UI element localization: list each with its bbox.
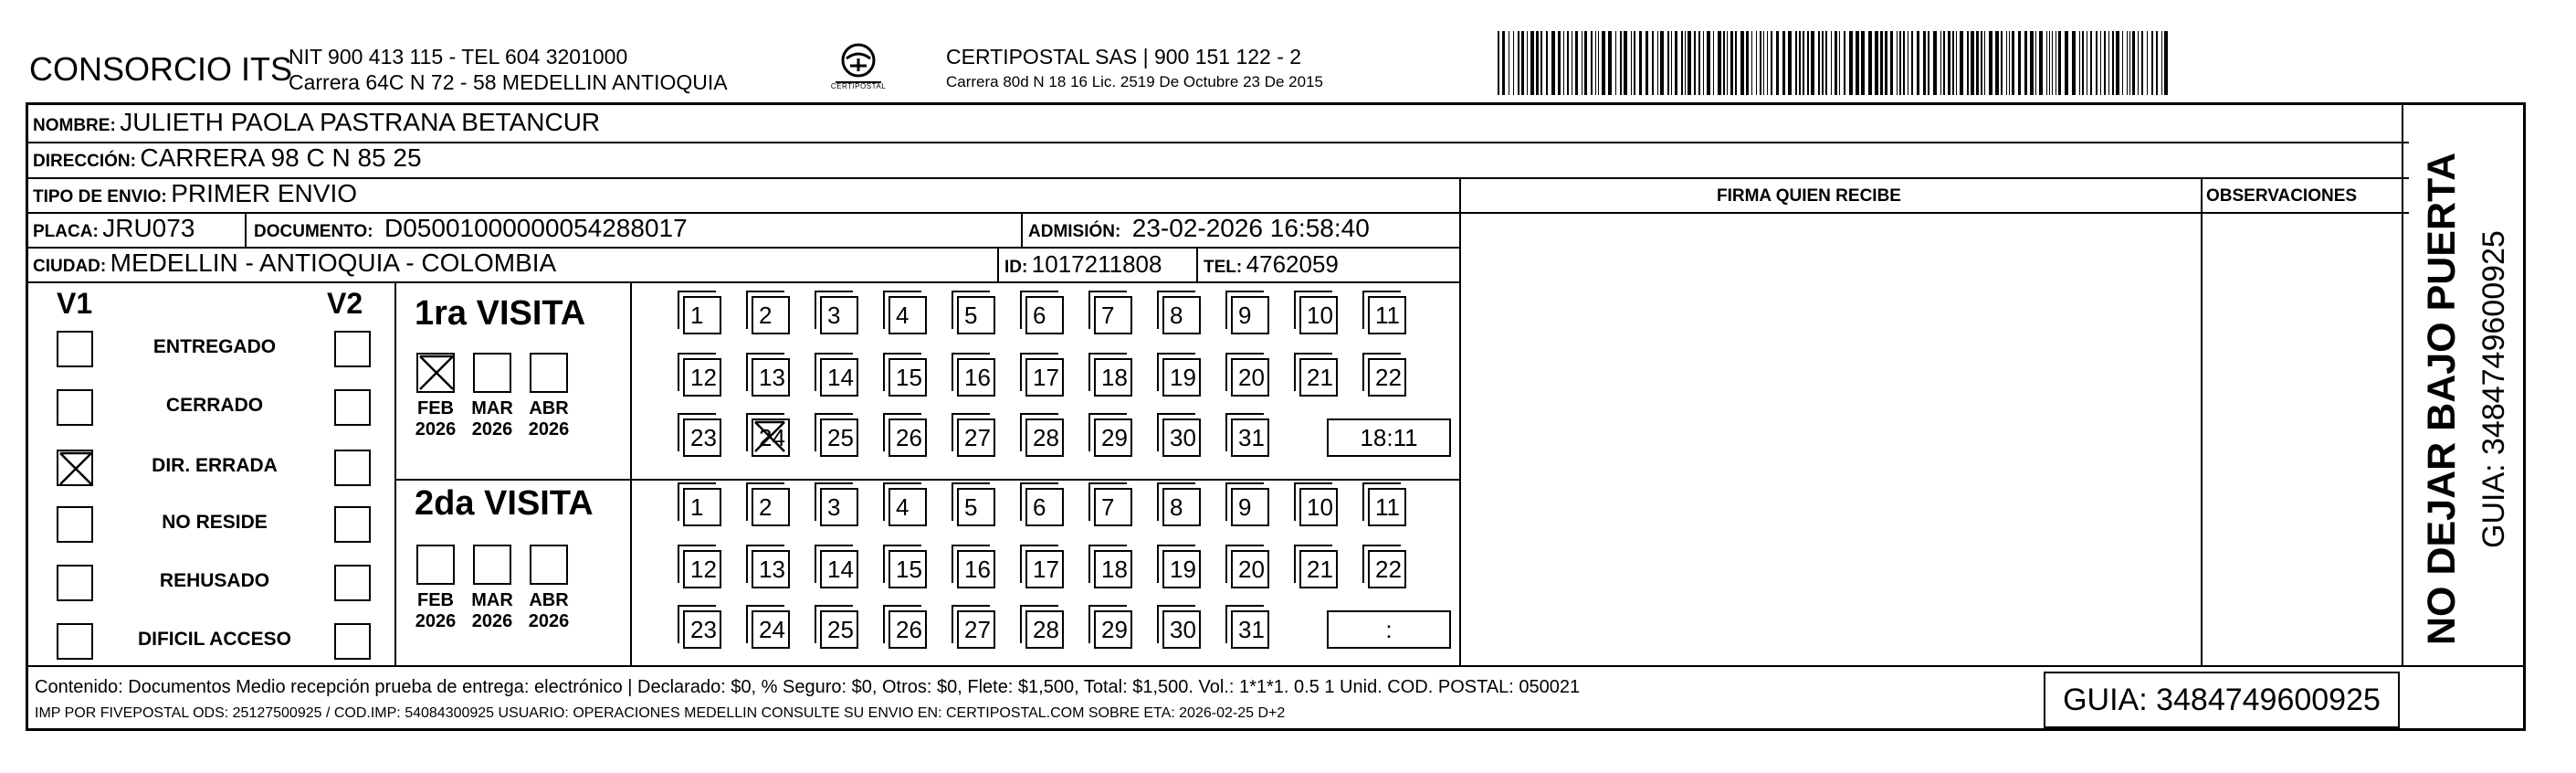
barcode-bar: [1923, 31, 1926, 95]
barcode-bar: [1751, 31, 1752, 95]
barcode-bar: [1615, 31, 1616, 95]
barcode-bar: [1536, 31, 1539, 95]
direccion-field: [33, 143, 422, 173]
barcode-bar: [1707, 31, 1710, 95]
barcode-bar: [1811, 31, 1814, 95]
day-box[interactable]: 6: [1025, 488, 1064, 526]
barcode-bar: [2006, 31, 2007, 95]
logo-text: CERTIPOSTAL: [830, 82, 887, 90]
barcode-bar: [1989, 31, 1992, 95]
barcode-bar: [1727, 31, 1728, 95]
barcode-bar: [1868, 31, 1872, 95]
day-box[interactable]: 13: [752, 358, 790, 397]
placa-label: PLACA:: [33, 222, 99, 241]
status-label: NO RESIDE: [162, 512, 268, 533]
barcode-bar: [1657, 31, 1658, 95]
documento-label: DOCUMENTO:: [254, 222, 373, 241]
day-box[interactable]: 10: [1299, 488, 1338, 526]
tipo-envio-value: PRIMER ENVIO: [171, 179, 358, 207]
day-box[interactable]: 22: [1368, 550, 1406, 588]
v1-checkbox[interactable]: [57, 450, 93, 486]
barcode-bar: [1967, 31, 1969, 95]
month-year: 2026: [471, 611, 513, 631]
day-box[interactable]: 12: [683, 550, 721, 588]
day-box[interactable]: 25: [820, 610, 858, 649]
admision-label: ADMISIÓN:: [1028, 222, 1121, 241]
day-box[interactable]: 9: [1231, 488, 1269, 526]
month-label: [404, 590, 468, 632]
day-box[interactable]: 18: [1094, 358, 1132, 397]
day-box[interactable]: 31: [1231, 418, 1269, 457]
barcode-bar: [1933, 31, 1937, 95]
certipostal-logo: [826, 38, 890, 102]
month-checkbox[interactable]: [416, 353, 455, 393]
day-box[interactable]: 8: [1162, 296, 1201, 334]
barcode-bar: [2046, 31, 2047, 95]
documento-field: [254, 214, 688, 243]
barcode-bar: [2082, 31, 2084, 95]
barcode-bar: [2058, 31, 2061, 95]
side-guia-number: GUIA: 3484749600925: [2476, 230, 2511, 548]
barcode-bar: [2104, 31, 2106, 95]
month-name: FEB: [417, 590, 454, 610]
day-box[interactable]: 24: [752, 418, 790, 457]
day-box[interactable]: 23: [683, 610, 721, 649]
placa-value: JRU073: [102, 214, 195, 242]
month-checkbox[interactable]: [473, 545, 511, 585]
barcode-bar: [1567, 31, 1569, 95]
address-line: Carrera 64C N 72 - 58 MEDELLIN ANTIOQUIA: [289, 70, 728, 94]
observaciones-header: OBSERVACIONES: [2206, 186, 2358, 206]
barcode-bar: [2138, 31, 2139, 95]
time-box[interactable]: :: [1327, 610, 1451, 649]
nit-line: NIT 900 413 115 - TEL 604 3201000: [289, 45, 628, 69]
barcode-bar: [1671, 31, 1672, 95]
id-field: [1004, 250, 1162, 279]
barcode-bar: [1660, 31, 1664, 95]
barcode-bar: [1940, 31, 1941, 95]
day-box[interactable]: 21: [1299, 550, 1338, 588]
day-box[interactable]: 1: [683, 296, 721, 334]
barcode-bar: [1849, 31, 1853, 95]
day-box[interactable]: 27: [957, 610, 995, 649]
day-box[interactable]: 30: [1162, 610, 1201, 649]
company-nit: [289, 44, 728, 95]
barcode-bar: [1880, 31, 1883, 95]
barcode-bar: [1756, 31, 1757, 95]
status-label: CERRADO: [165, 395, 264, 416]
day-box[interactable]: 7: [1094, 488, 1132, 526]
barcode-bar: [2116, 31, 2119, 95]
barcode-bar: [2052, 31, 2053, 95]
v2-header: V2: [327, 287, 363, 320]
barcode-bar: [1735, 31, 1737, 95]
month-year: 2026: [528, 419, 570, 439]
day-box[interactable]: 11: [1368, 488, 1406, 526]
direccion-label: DIRECCIÓN:: [33, 152, 136, 171]
barcode-bar: [1698, 31, 1700, 95]
day-box[interactable]: 16: [957, 550, 995, 588]
day-box[interactable]: 17: [1025, 550, 1064, 588]
day-box[interactable]: 23: [683, 418, 721, 457]
status-label: ENTREGADO: [152, 336, 277, 357]
status-label: REHUSADO: [159, 570, 270, 591]
barcode-bar: [1591, 31, 1593, 95]
day-box[interactable]: 24: [752, 610, 790, 649]
barcode-bar: [1984, 31, 1985, 95]
barcode-bar: [1763, 31, 1764, 95]
barcode-bar: [2049, 31, 2050, 95]
barcode-bar: [2129, 31, 2130, 95]
barcode-bar: [1875, 31, 1878, 95]
v2-checkbox[interactable]: [334, 623, 371, 660]
ciudad-label: CIUDAD:: [33, 257, 107, 276]
barcode-bar: [1624, 31, 1627, 95]
barcode-bar: [1584, 31, 1587, 95]
barcode-bar: [1995, 31, 1999, 95]
barcode-bar: [2132, 31, 2135, 95]
barcode-bar: [1595, 31, 1596, 95]
day-box[interactable]: 30: [1162, 418, 1201, 457]
barcode-bar: [1502, 31, 1505, 95]
guide-frame: [26, 102, 2526, 731]
barcode-bar: [1928, 31, 1929, 95]
barcode-bar: [1527, 31, 1528, 95]
barcode-bar: [1740, 31, 1744, 95]
admision-field: [1028, 214, 1370, 243]
month-year: 2026: [415, 611, 457, 631]
second-visit-title: 2da VISITA: [415, 484, 594, 523]
barcode-bar: [1575, 31, 1578, 95]
certipostal-line: CERTIPOSTAL SAS | 900 151 122 - 2: [946, 45, 1302, 69]
barcode-bar: [1602, 31, 1605, 95]
barcode-bar: [2012, 31, 2014, 95]
month-checkbox[interactable]: [473, 353, 511, 393]
barcode-bar: [1598, 31, 1599, 95]
month-label: [517, 398, 581, 440]
barcode-bar: [2096, 31, 2098, 95]
month-year: 2026: [471, 419, 513, 439]
barcode-bar: [1818, 31, 1820, 95]
barcode-bar: [1782, 31, 1785, 95]
v2-checkbox[interactable]: [334, 389, 371, 426]
day-box[interactable]: 25: [820, 418, 858, 457]
month-name: FEB: [417, 398, 454, 418]
day-box[interactable]: 3: [820, 488, 858, 526]
barcode-bar: [1634, 31, 1635, 95]
day-box[interactable]: 8: [1162, 488, 1201, 526]
day-box[interactable]: 31: [1231, 610, 1269, 649]
day-box[interactable]: 29: [1094, 610, 1132, 649]
id-value: 1017211808: [1031, 250, 1162, 278]
day-box[interactable]: 19: [1162, 550, 1201, 588]
tipo-envio-label: TIPO DE ENVIO:: [33, 187, 167, 206]
barcode-bar: [2030, 31, 2034, 95]
barcode-bar: [1498, 31, 1499, 95]
status-label: DIFICIL ACCESO: [137, 629, 291, 650]
barcode: [1498, 31, 2173, 95]
month-year: 2026: [415, 419, 457, 439]
day-box[interactable]: 1: [683, 488, 721, 526]
month-label: [404, 398, 468, 440]
barcode-bar: [2156, 31, 2158, 95]
barcode-bar: [2164, 31, 2168, 95]
day-box[interactable]: 4: [888, 488, 927, 526]
barcode-bar: [2079, 31, 2080, 95]
barcode-bar: [1723, 31, 1725, 95]
barcode-bar: [1713, 31, 1714, 95]
month-checkbox[interactable]: [530, 353, 568, 393]
v1-header: V1: [57, 287, 93, 320]
documento-value: D05001000000054288017: [384, 214, 688, 242]
barcode-bar: [1788, 31, 1792, 95]
barcode-bar: [2009, 31, 2010, 95]
day-box[interactable]: 20: [1231, 358, 1269, 397]
barcode-bar: [1956, 31, 1957, 95]
barcode-bar: [1803, 31, 1804, 95]
day-box[interactable]: 12: [683, 358, 721, 397]
day-box[interactable]: 5: [957, 488, 995, 526]
day-box[interactable]: 11: [1368, 296, 1406, 334]
day-box[interactable]: 13: [752, 550, 790, 588]
barcode-bar: [2100, 31, 2101, 95]
certipostal-info: [946, 44, 1323, 95]
day-box[interactable]: 26: [888, 418, 927, 457]
day-box[interactable]: 14: [820, 358, 858, 397]
barcode-bar: [2090, 31, 2092, 95]
day-box[interactable]: 28: [1025, 418, 1064, 457]
first-visit-title: 1ra VISITA: [415, 294, 586, 333]
day-box[interactable]: 17: [1025, 358, 1064, 397]
day-box[interactable]: 15: [888, 358, 927, 397]
firma-header: FIRMA QUIEN RECIBE: [1717, 186, 1901, 206]
day-box[interactable]: 6: [1025, 296, 1064, 334]
day-box[interactable]: 3: [820, 296, 858, 334]
barcode-bar: [1639, 31, 1642, 95]
time-box[interactable]: 18:11: [1327, 418, 1451, 457]
barcode-bar: [1981, 31, 1982, 95]
v1-checkbox[interactable]: [57, 389, 93, 426]
barcode-bar: [2018, 31, 2021, 95]
month-label: [460, 590, 524, 632]
barcode-bar: [1890, 31, 1893, 95]
barcode-bar: [1558, 31, 1561, 95]
barcode-bar: [1563, 31, 1564, 95]
footer-contenido: Contenido: Documentos Medio recepción prueba de entrega: electrónico | Declarado: $0, % Seguro: $0, Otros: $0, Flete: $1,500, Total: $1,500. Vol.: 1*1*1. 0.5 1 Unid. COD. POSTAL: 050021: [35, 677, 1581, 697]
day-box[interactable]: 22: [1368, 358, 1406, 397]
day-box[interactable]: 2: [752, 488, 790, 526]
barcode-bar: [1681, 31, 1683, 95]
barcode-bar: [2161, 31, 2162, 95]
month-name: MAR: [471, 590, 513, 610]
day-box[interactable]: 7: [1094, 296, 1132, 334]
no-dejar-bajo-puerta: NO DEJAR BAJO PUERTA: [2420, 152, 2464, 645]
day-box[interactable]: 29: [1094, 418, 1132, 457]
barcode-bar: [2127, 31, 2128, 95]
barcode-bar: [1688, 31, 1691, 95]
barcode-bar: [2039, 31, 2043, 95]
barcode-bar: [1620, 31, 1622, 95]
barcode-bar: [1776, 31, 1779, 95]
barcode-bar: [1675, 31, 1677, 95]
barcode-bar: [1795, 31, 1797, 95]
barcode-bar: [2151, 31, 2153, 95]
barcode-bar: [1703, 31, 1704, 95]
day-box[interactable]: 28: [1025, 610, 1064, 649]
barcode-bar: [1730, 31, 1733, 95]
barcode-bar: [1546, 31, 1548, 95]
barcode-bar: [1652, 31, 1654, 95]
barcode-bar: [1631, 31, 1632, 95]
barcode-bar: [1513, 31, 1514, 95]
month-checkbox[interactable]: [416, 545, 455, 585]
barcode-bar: [1897, 31, 1898, 95]
month-name: ABR: [529, 590, 569, 610]
barcode-bar: [1917, 31, 1919, 95]
guia-box: GUIA: 3484749600925: [2044, 672, 2400, 728]
barcode-bar: [1976, 31, 1979, 95]
barcode-bar: [1521, 31, 1524, 95]
barcode-bar: [2108, 31, 2109, 95]
barcode-bar: [1831, 31, 1832, 95]
barcode-bar: [1518, 31, 1519, 95]
barcode-bar: [1685, 31, 1686, 95]
barcode-bar: [1825, 31, 1827, 95]
day-box[interactable]: 19: [1162, 358, 1201, 397]
barcode-bar: [1807, 31, 1809, 95]
day-box[interactable]: 27: [957, 418, 995, 457]
tel-field: [1204, 250, 1339, 279]
barcode-bar: [1899, 31, 1901, 95]
barcode-bar: [1760, 31, 1761, 95]
direccion-value: CARRERA 98 C N 85 25: [140, 143, 422, 172]
barcode-bar: [1799, 31, 1801, 95]
barcode-bar: [1694, 31, 1696, 95]
barcode-bar: [1540, 31, 1542, 95]
v2-checkbox[interactable]: [334, 450, 371, 486]
tipo-envio-field: [33, 179, 357, 208]
barcode-bar: [1861, 31, 1865, 95]
barcode-bar: [1943, 31, 1945, 95]
tel-value: 4762059: [1246, 250, 1339, 278]
barcode-bar: [1746, 31, 1749, 95]
nombre-value: JULIETH PAOLA PASTRANA BETANCUR: [120, 108, 601, 136]
v1-checkbox[interactable]: [57, 331, 93, 367]
barcode-bar: [1903, 31, 1905, 95]
v2-checkbox[interactable]: [334, 506, 371, 543]
admision-value: 23-02-2026 16:58:40: [1131, 214, 1370, 242]
nombre-field: [33, 108, 600, 137]
day-box[interactable]: 21: [1299, 358, 1338, 397]
barcode-bar: [1839, 31, 1840, 95]
company-name: CONSORCIO ITS: [29, 50, 293, 88]
barcode-bar: [1835, 31, 1837, 95]
barcode-bar: [1948, 31, 1950, 95]
tel-label: TEL:: [1204, 258, 1243, 277]
day-box[interactable]: 5: [957, 296, 995, 334]
barcode-bar: [2147, 31, 2148, 95]
day-box[interactable]: 2: [752, 296, 790, 334]
barcode-bar: [1645, 31, 1648, 95]
barcode-bar: [2001, 31, 2003, 95]
day-box[interactable]: 15: [888, 550, 927, 588]
status-label: DIR. ERRADA: [152, 455, 278, 476]
day-box[interactable]: 10: [1299, 296, 1338, 334]
barcode-bar: [1952, 31, 1954, 95]
month-label: [460, 398, 524, 440]
day-box[interactable]: 20: [1231, 550, 1269, 588]
barcode-bar: [2024, 31, 2027, 95]
placa-field: [33, 214, 195, 243]
barcode-bar: [2112, 31, 2114, 95]
barcode-bar: [2072, 31, 2076, 95]
day-box[interactable]: 16: [957, 358, 995, 397]
barcode-bar: [1767, 31, 1768, 95]
barcode-bar: [1530, 31, 1534, 95]
month-year: 2026: [528, 611, 570, 631]
barcode-bar: [1856, 31, 1859, 95]
barcode-bar: [1771, 31, 1772, 95]
v1-checkbox[interactable]: [57, 506, 93, 543]
barcode-bar: [2122, 31, 2123, 95]
barcode-bar: [1885, 31, 1887, 95]
barcode-bar: [1608, 31, 1612, 95]
day-box[interactable]: 4: [888, 296, 927, 334]
day-box[interactable]: 26: [888, 610, 927, 649]
barcode-bar: [1971, 31, 1974, 95]
day-box[interactable]: 18: [1094, 550, 1132, 588]
license-line: Carrera 80d N 18 16 Lic. 2519 De Octubre 23 De 2015: [946, 73, 1323, 90]
barcode-bar: [1718, 31, 1721, 95]
barcode-bar: [2141, 31, 2143, 95]
v1-checkbox[interactable]: [57, 623, 93, 660]
footer-impresion: IMP POR FIVEPOSTAL ODS: 25127500925 / COD.IMP: 54084300925 USUARIO: OPERACIONES MEDELLIN CONSULTE SU ENVIO EN: CERTIPOSTAL.COM SOBRE ETA: 2026-02-25 D+2: [35, 705, 1286, 721]
month-checkbox[interactable]: [530, 545, 568, 585]
month-name: MAR: [471, 398, 513, 418]
ciudad-field: [33, 249, 556, 278]
barcode-bar: [2035, 31, 2036, 95]
barcode-bar: [1822, 31, 1824, 95]
day-box[interactable]: 9: [1231, 296, 1269, 334]
barcode-bar: [1551, 31, 1555, 95]
v2-checkbox[interactable]: [334, 565, 371, 601]
ciudad-value: MEDELLIN - ANTIOQUIA - COLOMBIA: [110, 249, 557, 277]
month-label: [517, 590, 581, 632]
id-label: ID:: [1004, 258, 1028, 277]
barcode-bar: [2065, 31, 2068, 95]
day-box[interactable]: 14: [820, 550, 858, 588]
barcode-bar: [1667, 31, 1669, 95]
barcode-bar: [1844, 31, 1845, 95]
nombre-label: NOMBRE:: [33, 116, 116, 135]
barcode-bar: [1911, 31, 1913, 95]
barcode-bar: [1960, 31, 1963, 95]
month-name: ABR: [529, 398, 569, 418]
v2-checkbox[interactable]: [334, 331, 371, 367]
v1-checkbox[interactable]: [57, 565, 93, 601]
